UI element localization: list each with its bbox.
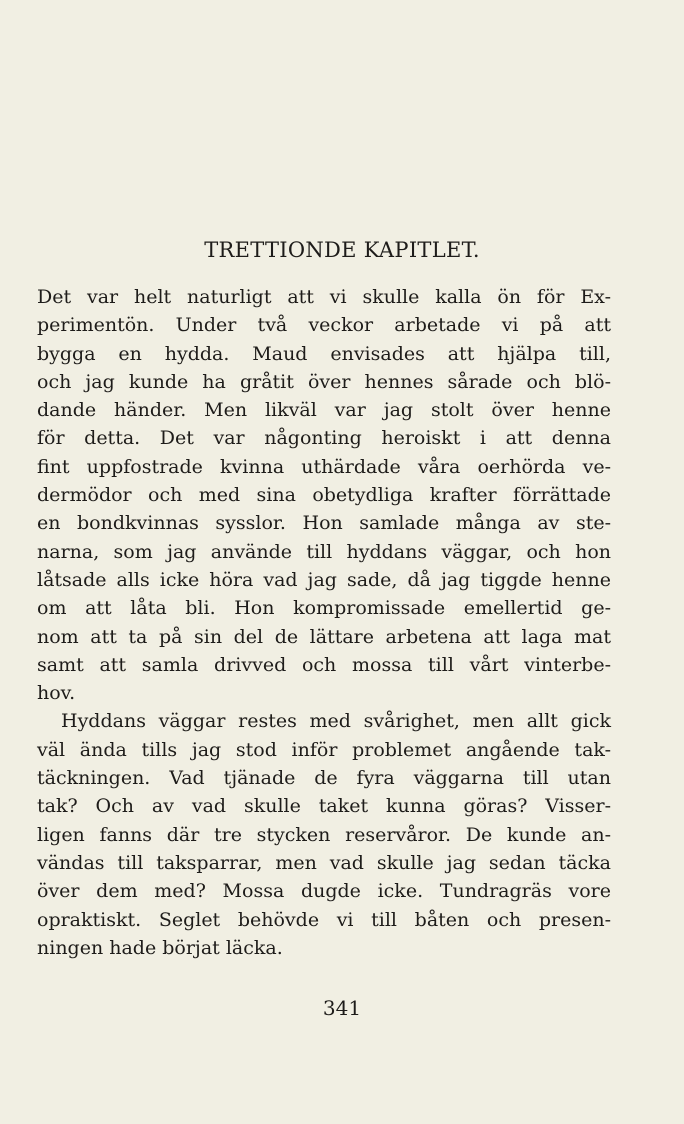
text-line: samt att samla drivved och mossa till vårt vinterbe-	[37, 653, 611, 676]
text-line: perimentön. Under två veckor arbetade vi på att	[37, 314, 611, 337]
page-number: 341	[322, 996, 362, 1020]
text-line: narna, som jag använde till hyddans väggar, och hon	[37, 540, 611, 563]
body-text	[37, 283, 611, 962]
text-line: ningen hade börjat läcka.	[37, 936, 283, 959]
text-line: vändas till taksparrar, men vad skulle jag sedan täcka	[37, 851, 611, 874]
text-line: bygga en hydda. Maud envisades att hjälpa till,	[37, 342, 611, 365]
chapter-title: TRETTIONDE KAPITLET.	[204, 238, 480, 262]
text-line: täckningen. Vad tjänade de fyra väggarna till utan	[37, 767, 611, 790]
text-line: tak? Och av vad skulle taket kunna göras? Visser-	[37, 795, 611, 818]
text-line: fint uppfostrade kvinna uthärdade våra oerhörda ve-	[37, 455, 611, 478]
text-line: dermödor och med sina obetydliga krafter förrättade	[37, 484, 611, 507]
text-line: och jag kunde ha gråtit över hennes sårade och blö-	[37, 370, 611, 393]
text-line: hov.	[37, 682, 76, 705]
text-line: dande händer. Men likväl var jag stolt över henne	[37, 399, 611, 422]
text-line: ligen fanns där tre stycken reservåror. De kunde an-	[37, 823, 611, 846]
text-line: nom att ta på sin del de lättare arbetena att laga mat	[37, 625, 611, 648]
text-line: Det var helt naturligt att vi skulle kalla ön för Ex-	[37, 286, 611, 308]
text-line: en bondkvinnas sysslor. Hon samlade många av ste-	[37, 512, 611, 535]
text-line: låtsade alls icke höra vad jag sade, då jag tiggde henne	[37, 568, 611, 591]
text-line: om att låta bli. Hon kompromissade emellertid ge-	[37, 597, 611, 620]
text-line: väl ända tills jag stod inför problemet angående tak-	[37, 738, 611, 761]
text-line: för detta. Det var någonting heroiskt i att denna	[37, 427, 611, 450]
text-line: Hyddans väggar restes med svårighet, men allt gick	[61, 710, 611, 733]
text-line: opraktiskt. Seglet behövde vi till båten och presen-	[37, 908, 611, 931]
text-line: över dem med? Mossa dugde icke. Tundragräs vore	[37, 880, 611, 903]
